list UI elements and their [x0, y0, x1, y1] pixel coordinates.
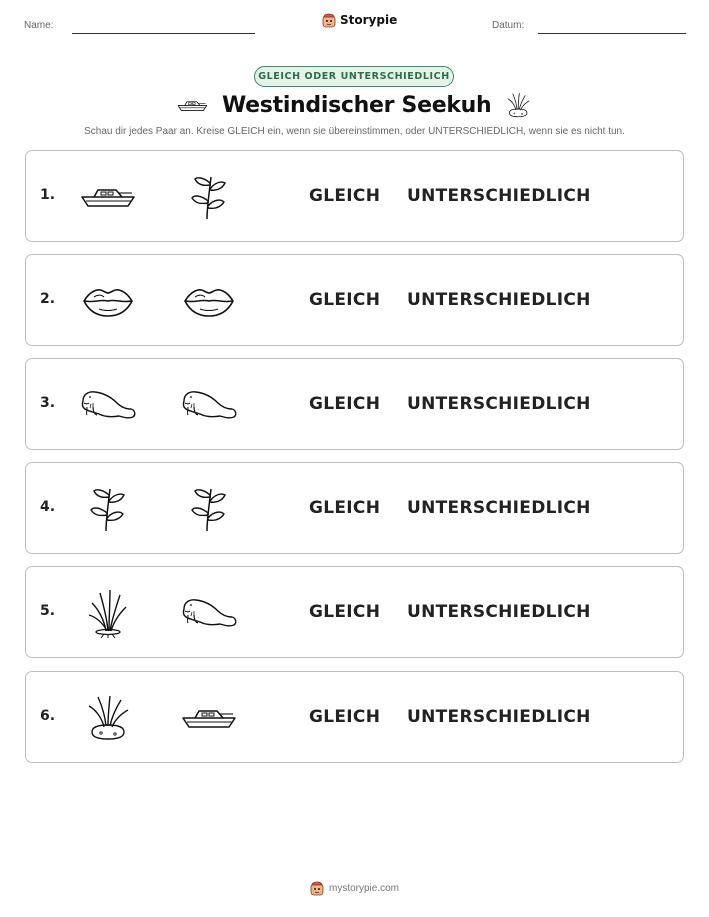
option-different[interactable]: UNTERSCHIEDLICH [407, 707, 591, 727]
right-picture [179, 688, 239, 748]
option-different[interactable]: UNTERSCHIEDLICH [407, 394, 591, 414]
left-picture [78, 688, 138, 748]
plant-icon [189, 173, 229, 221]
footer-url[interactable]: mystorypie.com [328, 882, 399, 894]
title-seagrass-icon [505, 92, 531, 118]
boat-icon [181, 706, 237, 730]
option-different[interactable]: UNTERSCHIEDLICH [407, 186, 591, 206]
left-picture [78, 479, 138, 539]
left-picture [78, 583, 138, 643]
exercise-number: 3. [40, 395, 56, 411]
left-picture [78, 271, 138, 331]
brand-name: Storypie [340, 13, 398, 27]
option-different[interactable]: UNTERSCHIEDLICH [407, 498, 591, 518]
left-picture [78, 167, 138, 227]
date-label: Datum: [492, 20, 525, 31]
seagrass-icon [86, 587, 130, 639]
title-boat-icon [177, 99, 208, 112]
right-picture [179, 271, 239, 331]
exercise-card [25, 358, 684, 450]
manatee-icon [79, 387, 137, 423]
option-different[interactable]: UNTERSCHIEDLICH [407, 602, 591, 622]
option-same[interactable]: GLEICH [309, 707, 381, 727]
mascot-icon [322, 12, 336, 28]
title-row [0, 92, 709, 118]
option-same[interactable]: GLEICH [309, 498, 381, 518]
brand-logo [322, 12, 397, 28]
option-same[interactable]: GLEICH [309, 602, 381, 622]
exercise-card [25, 566, 684, 658]
exercise-number: 5. [40, 603, 56, 619]
plant-icon [189, 485, 229, 533]
footer-mascot-icon [310, 880, 324, 896]
manatee-icon [180, 595, 238, 631]
instructions: Schau dir jedes Paar an. Kreise GLEICH ein, wenn sie übereinstimmen, oder UNTERSCHIEDLICH, wenn sie es nicht tun. [84, 126, 625, 137]
exercise-number: 1. [40, 187, 56, 203]
boat-icon [80, 185, 136, 209]
date-line[interactable] [538, 33, 686, 34]
option-same[interactable]: GLEICH [309, 394, 381, 414]
option-same[interactable]: GLEICH [309, 186, 381, 206]
lips-icon [183, 285, 235, 317]
manatee-icon [180, 387, 238, 423]
name-line[interactable] [72, 33, 255, 34]
exercise-card [25, 254, 684, 346]
exercise-card [25, 150, 684, 242]
plant-icon [88, 485, 128, 533]
name-label: Name: [24, 20, 54, 31]
option-same[interactable]: GLEICH [309, 290, 381, 310]
exercise-number: 4. [40, 499, 56, 515]
page-title: Westindischer Seekuh [222, 92, 492, 118]
exercise-number: 2. [40, 291, 56, 307]
right-picture [179, 375, 239, 435]
left-picture [78, 375, 138, 435]
right-picture [179, 479, 239, 539]
right-picture [179, 167, 239, 227]
option-different[interactable]: UNTERSCHIEDLICH [407, 290, 591, 310]
exercise-card [25, 462, 684, 554]
exercise-card [25, 671, 684, 763]
seagrass-rock-icon [84, 694, 132, 742]
lips-icon [82, 285, 134, 317]
exercise-number: 6. [40, 708, 56, 724]
category-badge: GLEICH ODER UNTERSCHIEDLICH [254, 66, 454, 87]
right-picture [179, 583, 239, 643]
footer [0, 880, 709, 896]
